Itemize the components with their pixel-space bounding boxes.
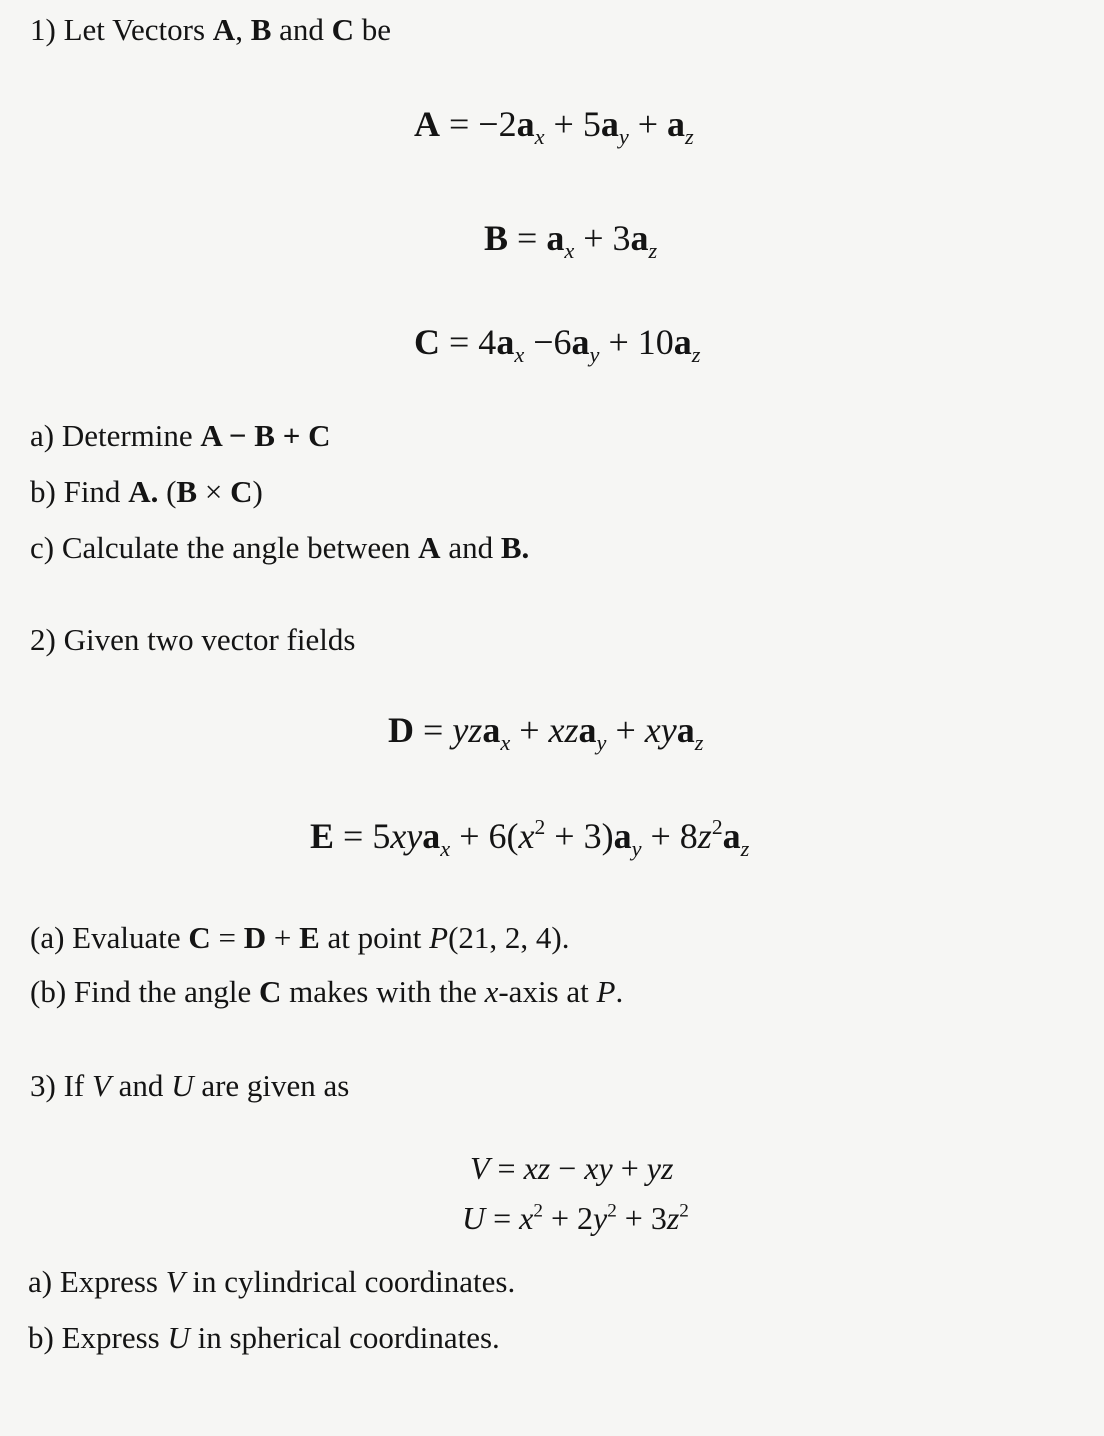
q1-intro: 1) Let Vectors A, B and C be xyxy=(30,12,392,47)
q3-intro: 3) If V and U are given as xyxy=(30,1068,350,1103)
q3-equation-u: $U = x^2 + 2y^2 + 3z^2$ xyxy=(462,1200,689,1236)
q1-part-c: c) Calculate the angle between A and B. xyxy=(30,530,530,565)
q2-equation-d: D = yza$_x$ + xza$_y$ + xya$_z$ xyxy=(388,710,704,755)
q1-equation-a: $A = -2a_x + 5a_y + a_z$ xyxy=(414,104,694,149)
q1-part-a: a) Determine A − B + C xyxy=(30,418,331,453)
q2-equation-e: $E = 5xya_x + 6(x^2 + 3)a_y + 8z^2a_z$ xyxy=(310,814,750,861)
q3-equation-v: V = xz − xy + yz xyxy=(470,1150,674,1186)
q2-part-a: (a) Evaluate C = D + E at point P(21, 2, 4). xyxy=(30,920,570,955)
q1-equation-b: $B = a_x + 3a_z$ xyxy=(484,218,658,263)
q2-intro: 2) Given two vector fields xyxy=(30,622,356,657)
q1-part-b: b) Find A. (B × C) xyxy=(30,474,263,509)
q2-part-b: (b) Find the angle C makes with the x-axis at P. xyxy=(30,974,624,1009)
q3-part-a: a) Express V in cylindrical coordinates. xyxy=(28,1264,516,1299)
q3-part-b: b) Express U in spherical coordinates. xyxy=(28,1320,500,1355)
q1-equation-c: $C = 4a_x -6a_y + 10a_z$ xyxy=(414,322,701,367)
